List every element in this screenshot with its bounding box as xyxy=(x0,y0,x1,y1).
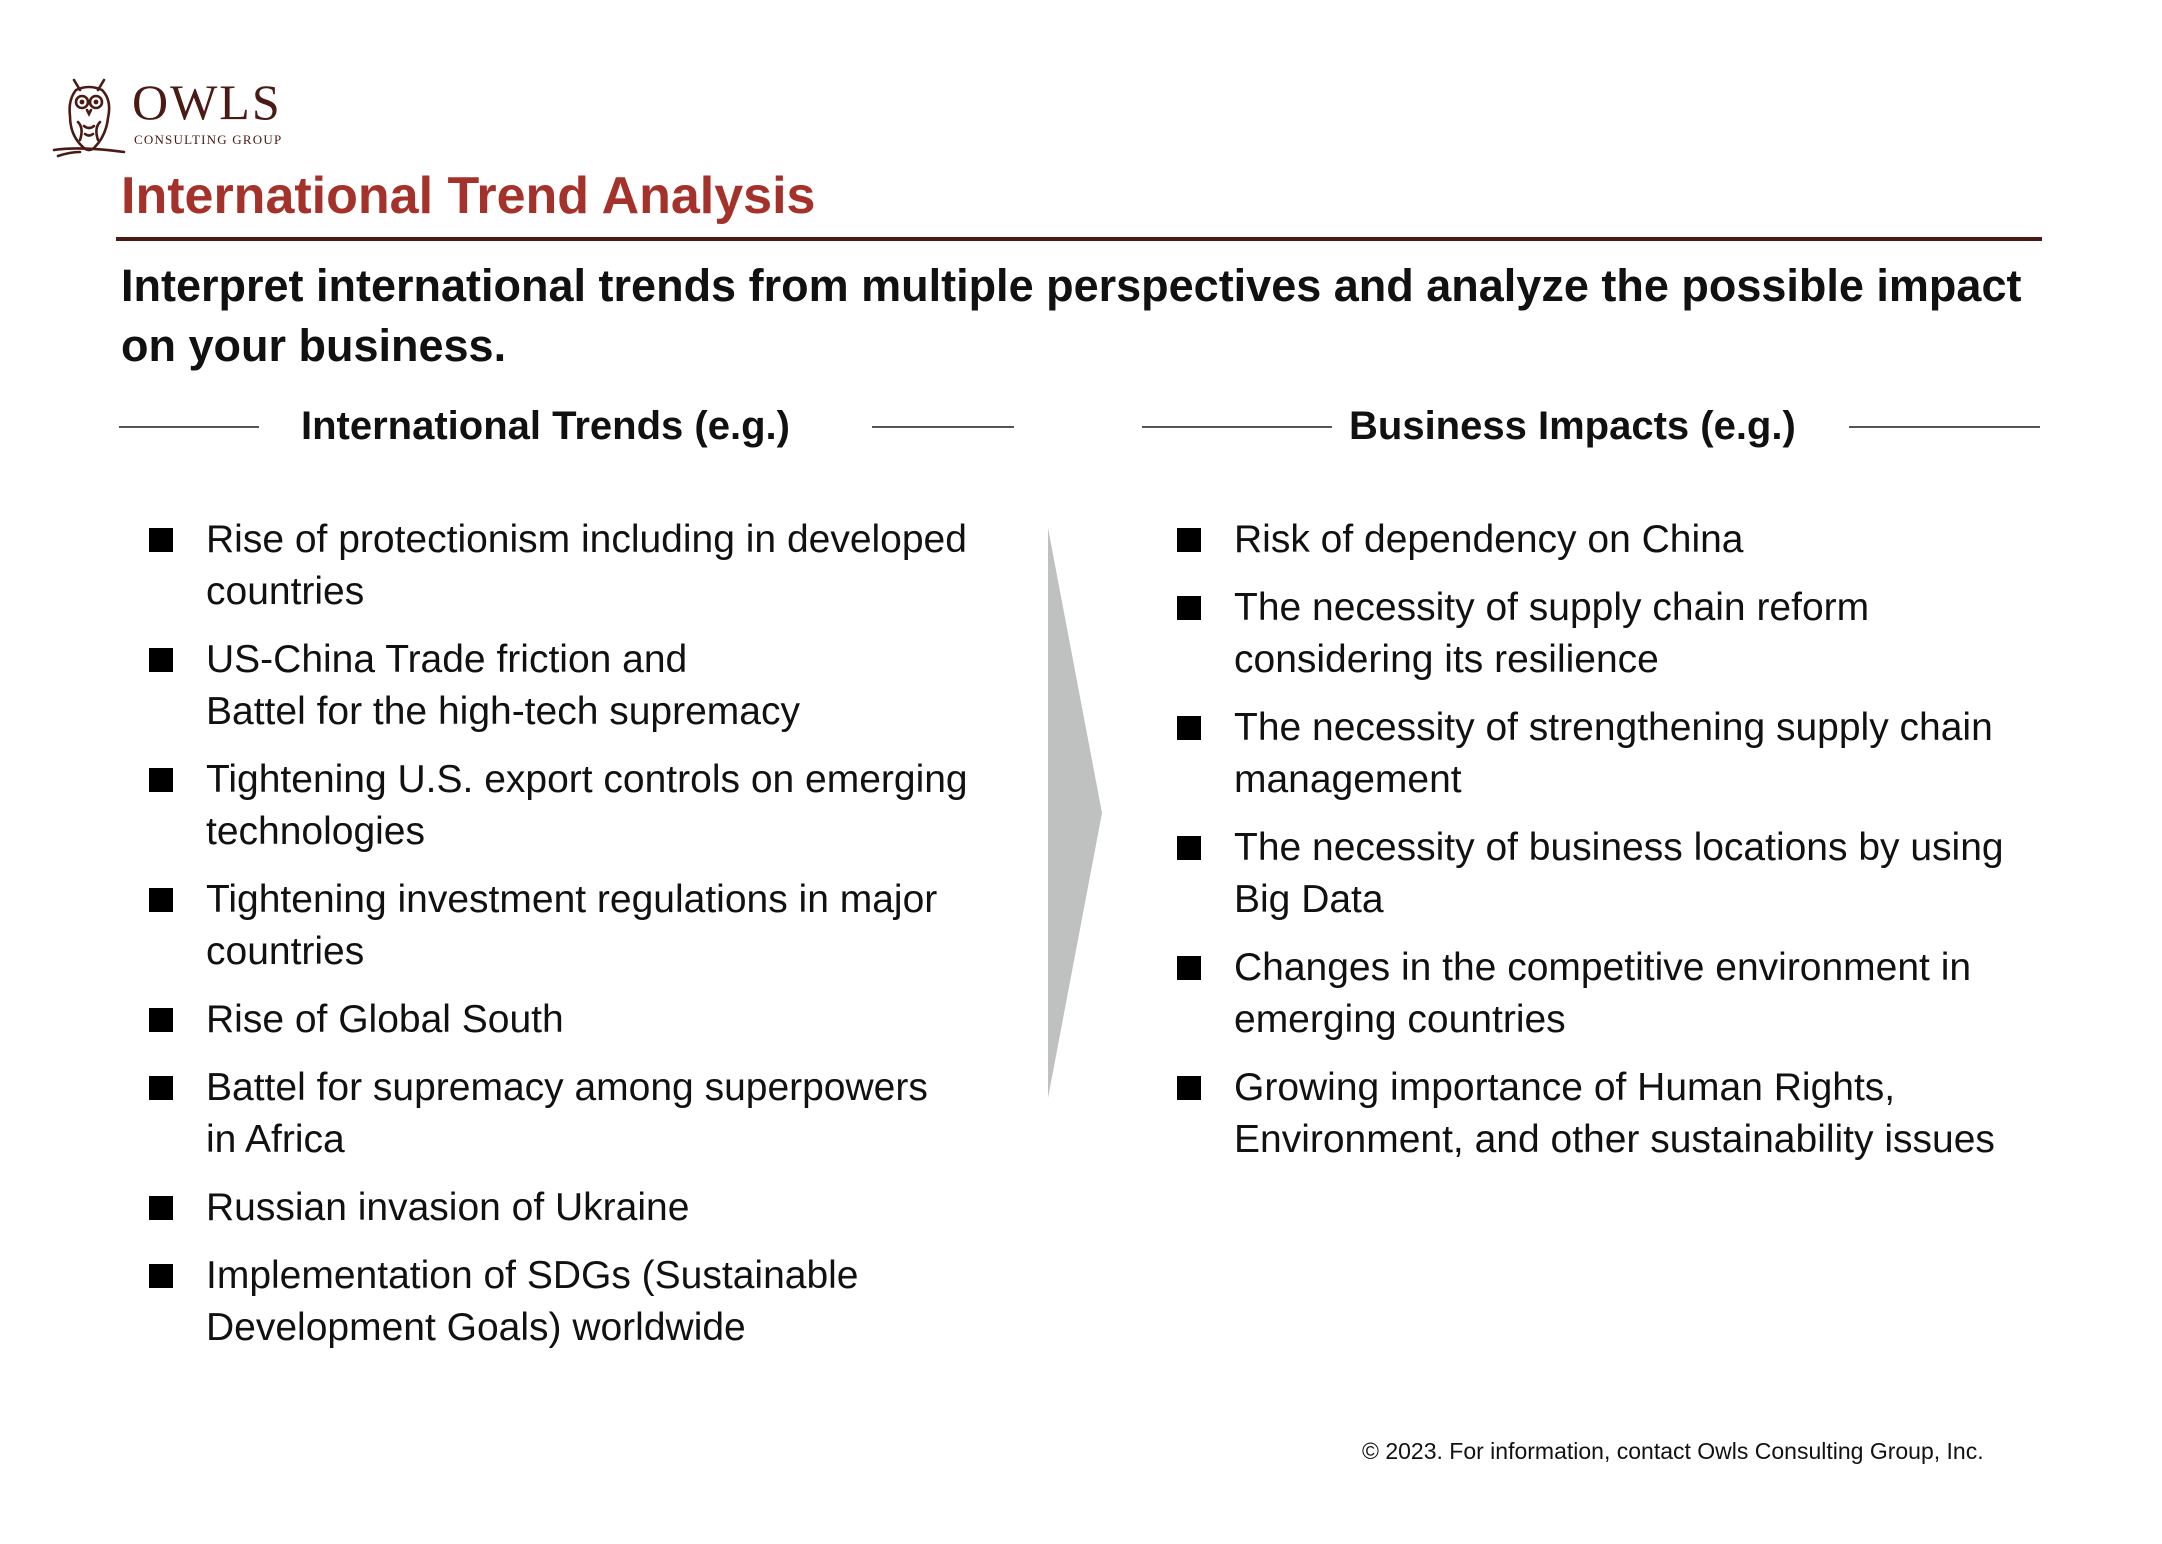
square-bullet-icon xyxy=(149,528,173,552)
list-item xyxy=(1177,822,2037,926)
list-item-text: The necessity of business locations by using Big Data xyxy=(1234,826,2004,921)
chevron-right-arrow-icon xyxy=(1048,528,1102,1098)
list-item xyxy=(149,1250,969,1354)
square-bullet-icon xyxy=(149,1264,173,1288)
list-item xyxy=(149,1062,969,1166)
list-item-text: Growing importance of Human Rights, Environment, and other sustainability issues xyxy=(1234,1066,1995,1161)
list-item-text: Rise of protectionism including in developed countries xyxy=(206,518,967,613)
list-item-text: Implementation of SDGs (Sustainable Development Goals) worldwide xyxy=(206,1254,859,1349)
list-item xyxy=(1177,514,2037,566)
page-subtitle: Interpret international trends from multiple perspectives and analyze the possible impact on your business. xyxy=(121,260,2022,371)
list-item-text: Tightening investment regulations in major countries xyxy=(206,878,938,973)
square-bullet-icon xyxy=(1177,1076,1201,1100)
list-item xyxy=(1177,702,2037,806)
copyright-footer: © 2023. For information, contact Owls Consulting Group, Inc. xyxy=(1362,1438,1984,1464)
list-item-text: Russian invasion of Ukraine xyxy=(206,1186,690,1229)
list-item-text: Battel for supremacy among superpowers in Africa xyxy=(206,1066,928,1161)
impacts-list xyxy=(1177,514,2037,1166)
trends-heading-rule-left xyxy=(119,426,259,428)
square-bullet-icon xyxy=(1177,528,1201,552)
list-item-text: The necessity of strengthening supply chain management xyxy=(1234,706,1993,801)
square-bullet-icon xyxy=(1177,716,1201,740)
logo-subtitle: CONSULTING GROUP xyxy=(134,132,283,147)
square-bullet-icon xyxy=(149,648,173,672)
square-bullet-icon xyxy=(149,768,173,792)
impacts-heading: Business Impacts (e.g.) xyxy=(1349,404,1796,448)
list-item xyxy=(1177,582,2037,686)
title-divider xyxy=(116,237,2042,241)
list-item-text: The necessity of supply chain reform considering its resilience xyxy=(1234,586,1870,681)
list-item xyxy=(149,754,969,858)
trends-heading-rule-right xyxy=(872,426,1014,428)
square-bullet-icon xyxy=(149,1196,173,1220)
list-item-text: US-China Trade friction and xyxy=(206,638,688,681)
list-item-text: Risk of dependency on China xyxy=(1234,518,1744,561)
trends-heading: International Trends (e.g.) xyxy=(301,404,790,448)
impacts-heading-rule-left xyxy=(1142,426,1332,428)
square-bullet-icon xyxy=(1177,956,1201,980)
trends-list xyxy=(149,514,969,1354)
list-item-text: Rise of Global South xyxy=(206,998,564,1041)
list-item-text: Tightening U.S. export controls on emerging technologies xyxy=(206,758,968,853)
square-bullet-icon xyxy=(149,1008,173,1032)
list-item xyxy=(149,634,969,738)
square-bullet-icon xyxy=(1177,596,1201,620)
square-bullet-icon xyxy=(149,1076,173,1100)
impacts-heading-rule-right xyxy=(1849,426,2040,428)
list-item-text: Battel for the high-tech supremacy xyxy=(206,690,800,733)
square-bullet-icon xyxy=(149,888,173,912)
page-title: International Trend Analysis xyxy=(121,167,816,225)
list-item xyxy=(149,514,969,618)
list-item xyxy=(149,994,969,1046)
logo-wordmark: OWLS xyxy=(132,74,282,130)
list-item-text: Changes in the competitive environment in emerging countries xyxy=(1234,946,1972,1041)
list-item xyxy=(1177,1062,2037,1166)
list-item xyxy=(149,874,969,978)
owl-icon xyxy=(50,70,128,158)
square-bullet-icon xyxy=(1177,836,1201,860)
list-item xyxy=(149,1182,969,1234)
company-logo xyxy=(50,70,310,160)
list-item xyxy=(1177,942,2037,1046)
